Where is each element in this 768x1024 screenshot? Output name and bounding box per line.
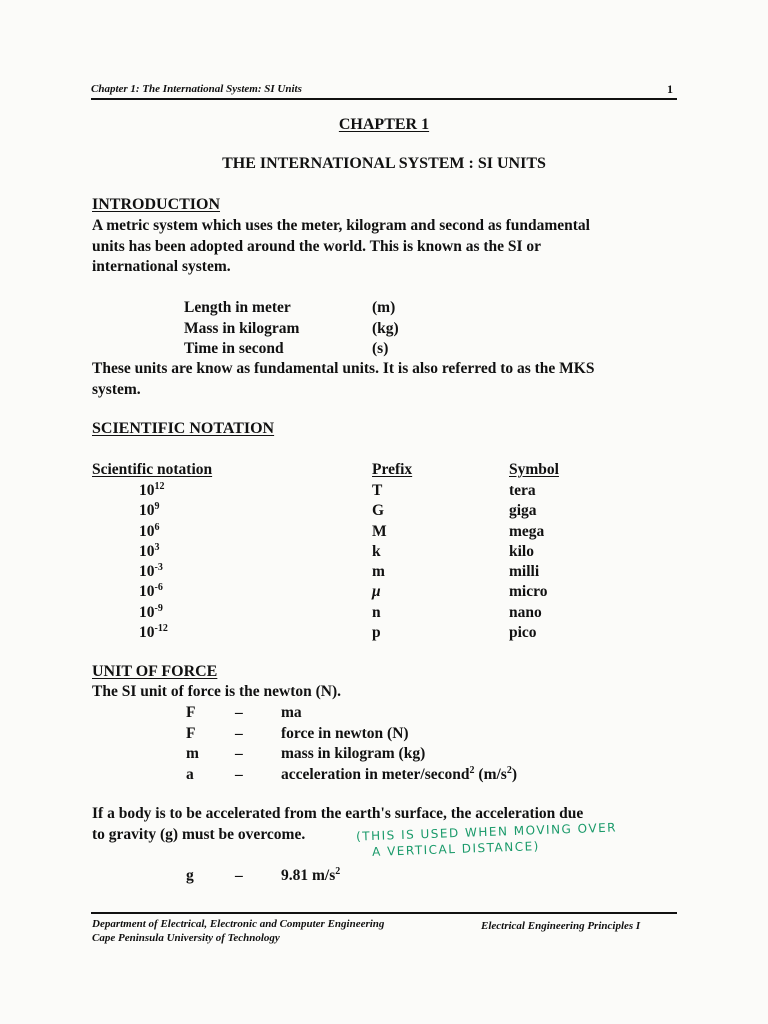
symbol-cell: micro <box>509 583 548 601</box>
force-term: F <box>186 704 196 721</box>
force-dash: – <box>235 765 243 783</box>
column-header-notation: Scientific notation <box>92 461 213 478</box>
introduction-paragraph <box>92 216 676 278</box>
symbol-cell: kilo <box>509 542 534 560</box>
unit-symbol: (s) <box>372 340 389 357</box>
unit-label: Length in meter <box>184 299 291 316</box>
unit-label: Mass in kilogram <box>184 319 300 337</box>
symbol-cell: giga <box>509 502 537 520</box>
notation-cell: $10^{-6}$ <box>139 582 163 601</box>
chapter-title: THE INTERNATIONAL SYSTEM : SI UNITS <box>222 155 546 172</box>
force-dash: – <box>235 704 243 721</box>
notation-cell: $10^6$ <box>139 521 160 540</box>
symbol-cell: milli <box>509 563 540 581</box>
gravity-line-2: to gravity (g) must be overcome. <box>92 826 306 843</box>
intro-line: units has been adopted around the world. This is known as the SI or <box>92 237 542 255</box>
notation-cell: $10^{12}$ <box>139 480 165 499</box>
symbol-cell: tera <box>509 482 536 499</box>
force-definitions <box>281 703 517 785</box>
notation-cell: $10^3$ <box>139 541 160 560</box>
unit-symbol: (m) <box>372 299 396 316</box>
mks-line: system. <box>92 380 141 398</box>
scientific-notation-heading: SCIENTIFIC NOTATION <box>92 420 275 437</box>
prefix-cell: k <box>372 542 381 560</box>
force-term: a <box>186 765 194 783</box>
mks-paragraph <box>92 359 595 400</box>
header-rule <box>91 98 677 100</box>
force-def: ma <box>281 704 302 721</box>
g-value: 9.81 $m/s^2$ <box>281 865 341 884</box>
unit-row <box>184 319 299 340</box>
notation-cell: $10^{-3}$ <box>139 562 163 581</box>
force-term: F <box>186 724 196 742</box>
notation-cell: $10^9$ <box>139 501 160 520</box>
intro-line: A metric system which uses the meter, kilogram and second as fundamental <box>92 217 590 234</box>
force-term: m <box>186 745 199 762</box>
symbol-column <box>509 481 547 643</box>
prefix-cell: T <box>372 482 383 499</box>
unit-label: Time in second <box>184 340 284 357</box>
fundamental-units-list <box>184 298 299 360</box>
prefix-cell: M <box>372 522 387 540</box>
force-def: acceleration in meter/second$^2$ $(m/s^2)$ <box>281 764 517 783</box>
prefix-cell: μ <box>372 583 381 601</box>
footer-course: Electrical Engineering Principles I <box>481 920 641 932</box>
handwritten-note-line-1: (THIS IS USED WHEN MOVING OVER <box>355 820 618 844</box>
notation-column <box>139 481 168 643</box>
unit-symbol: (kg) <box>372 319 399 337</box>
fundamental-units-symbols <box>372 298 399 360</box>
force-intro: The SI unit of force is the newton (N). <box>92 683 341 700</box>
symbol-cell: nano <box>509 603 542 621</box>
chapter-label: CHAPTER 1 <box>338 116 430 133</box>
unit-row <box>184 339 299 360</box>
notation-cell: $10^{-12}$ <box>139 622 168 642</box>
handwritten-note-line-2: A VERTICAL DISTANCE) <box>371 839 541 859</box>
prefix-column <box>372 481 387 643</box>
g-dash: – <box>235 867 243 884</box>
running-title: Chapter 1: The International System: SI Units <box>91 83 302 95</box>
notation-cell: $10^{-9}$ <box>139 602 163 621</box>
force-def: mass in kilogram (kg) <box>281 745 426 762</box>
unit-row <box>184 298 299 319</box>
force-dashes <box>235 703 243 785</box>
force-terms <box>186 703 199 785</box>
intro-line: international system. <box>92 258 231 275</box>
force-def: force in newton (N) <box>281 724 409 742</box>
introduction-heading: INTRODUCTION <box>92 196 221 213</box>
prefix-cell: m <box>372 563 385 581</box>
footer-university: Cape Peninsula University of Technology <box>92 932 280 944</box>
page-number: 1 <box>667 82 673 96</box>
prefix-cell: p <box>372 624 381 642</box>
prefix-cell: n <box>372 603 381 621</box>
unit-of-force-heading: UNIT OF FORCE <box>92 663 218 680</box>
column-header-prefix: Prefix <box>372 461 413 478</box>
prefix-cell: G <box>372 502 385 520</box>
force-dash: – <box>235 745 243 762</box>
mks-line: These units are know as fundamental units. It is also referred to as the MKS <box>92 360 595 377</box>
symbol-cell: pico <box>509 624 537 642</box>
footer-rule <box>91 912 677 914</box>
footer-department: Department of Electrical, Electronic and Computer Engineering <box>92 918 385 930</box>
symbol-cell: mega <box>509 522 545 540</box>
column-header-symbol: Symbol <box>509 461 559 478</box>
force-dash: – <box>235 724 243 742</box>
g-term: g <box>186 867 194 884</box>
gravity-line-1: If a body is to be accelerated from the earth's surface, the acceleration due <box>92 805 584 822</box>
